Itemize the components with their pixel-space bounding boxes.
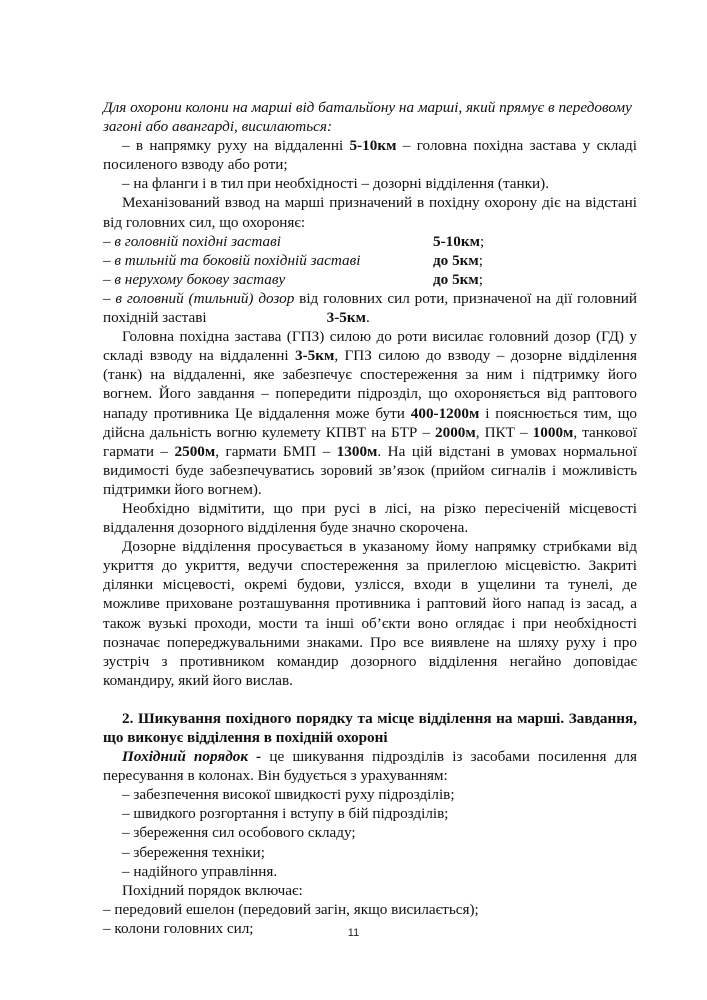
list-item: – збереження сил особового складу; — [122, 824, 356, 842]
text-run: Необхідно відмітити, що при русі в лісі, на різко пересіченій місцевості віддалення дозорного відділення буде значно скорочена. — [103, 499, 637, 537]
list-item: – збереження техніки; — [122, 843, 265, 861]
list-item — [103, 270, 637, 289]
text-run: від головних сил роти, призначеної на дії головний похідній заставі — [103, 289, 637, 327]
text-run: – на фланги і в тил при необхідності – дозорні відділення (танки). — [122, 175, 550, 193]
list-item: – колони головних сил; — [103, 919, 254, 937]
text-run: це шикування підрозділів із засобами посилення для пересування в колонах. Він будується з урахуванням: — [103, 748, 637, 785]
text-run-italic: – в головний (тильний) дозор — [103, 289, 295, 307]
distance-value: 5-10км — [433, 232, 480, 250]
distance-value: 5-10км — [349, 137, 397, 155]
text-run: – в напрямку руху на віддаленні — [122, 137, 350, 155]
distance-value: 2000м — [435, 423, 476, 441]
distance-value: до 5км — [433, 251, 479, 269]
paragraph-flanks — [103, 174, 637, 193]
page-number: 11 — [347, 927, 360, 939]
distance-value: 3-5км — [326, 309, 366, 327]
list-item: – передовий ешелон (передовий загін, якщо висилається); — [103, 900, 479, 918]
paragraph-platoon — [103, 193, 637, 231]
paragraph-forest-note — [103, 499, 637, 537]
list-label: – в нерухому бокову заставу — [103, 270, 286, 288]
list-tail: ; — [478, 270, 483, 288]
list-item: – надійного управління. — [122, 862, 278, 880]
list-item — [103, 251, 637, 270]
paragraph-definition — [103, 747, 637, 785]
paragraph-patrol-movement — [103, 537, 637, 690]
list-tail: ; — [478, 251, 483, 269]
list-item: – забезпечення високої швидкості руху підрозділів; — [122, 786, 455, 804]
text-run: . На цій відстані в умовах нормальної видимості буде забезпечуватись зоровий зв’язок (прийом сигналів і можливість підтримки його вогнем). — [103, 442, 637, 498]
text-run: Механізований взвод на марші призначений в похідну охорону діє на відстані від головних сил, що охороняє: — [103, 194, 637, 231]
list-value-wrap — [433, 232, 637, 251]
list-value-wrap — [433, 251, 637, 270]
distance-value: 400-1200м — [410, 404, 480, 422]
section-heading: 2. Шикування похідного порядку та місце відділення на марші. Завдання, що виконує відділення в похідній охороні — [103, 709, 637, 746]
text-run: , гармати БМП – — [215, 442, 337, 460]
distance-value: 1000м — [532, 423, 574, 441]
list-label: – в головній похідні заставі — [103, 232, 281, 250]
text-run: – головна похідна застава у складі посиленого взводу або роти; — [103, 137, 637, 174]
paragraph-head-patrol — [103, 289, 637, 327]
list-item: – швидкого розгортання і вступу в бій підрозділів; — [122, 805, 449, 823]
paragraph-gpz-distance — [103, 136, 637, 174]
intro-paragraph — [103, 98, 637, 136]
intro-text: Для охорони колони на марші від батальйону на марші, який прямує в передовому загоні або авангарді, висилаються: — [103, 99, 632, 136]
distance-value: до 5км — [433, 270, 479, 288]
text-run: , танкової гармати – — [103, 423, 638, 460]
list-value-wrap — [433, 270, 637, 289]
definition-term: Похідний порядок - — [122, 748, 262, 766]
text-run: , ПКТ – — [475, 423, 533, 441]
paragraph-includes: Похідний порядок включає: — [122, 881, 303, 899]
text-run: . — [365, 309, 370, 327]
paragraph-gpz-detail — [103, 327, 637, 499]
text-run: Головна похідна застава (ГПЗ) силою до роти висилає головний дозор (ГД) у складі взводу на віддаленні — [103, 328, 637, 365]
text-run: Дозорне відділення просувається в указаному йому напрямку стрибками від укриття до укриття, ведучи спостереження за прилеглою місцевістю. Закриті ділянки місцевості, окремі будови, узлісся, входи в ущелини та тунелі, де можливе приховане розташування противника і раптовий його напад із засад, а також вузькі проходи, мости та інші об’єкти воно оглядає і при необхідності позначає попереджувальними знаками. Про все виявлене на шляху руху і про зустріч з противником командир дозорного відділення негайно доповідає командиру, який його вислав. — [103, 538, 637, 689]
list-label: – в тильній та боковій похідній заставі — [103, 251, 361, 269]
distance-value: 1300м — [336, 442, 378, 460]
list-tail: ; — [479, 232, 485, 250]
distance-value: 3-5км — [294, 347, 335, 365]
text-run: , ГПЗ силою до взводу – дозорне відділення (танк) на віддаленні, яке забезпечує спостереження за ним і підтримку його вогнем. Його завдання – попередити підрозділ, що охороняється від раптового нападу противника Це віддалення може бути — [103, 347, 637, 422]
page-content — [103, 98, 637, 938]
list-item — [103, 232, 637, 251]
distance-value: 2500м — [174, 442, 216, 460]
text-run: і пояснюється тим, що дійсна дальність вогню кулемету КПВТ на БТР – — [103, 404, 637, 441]
